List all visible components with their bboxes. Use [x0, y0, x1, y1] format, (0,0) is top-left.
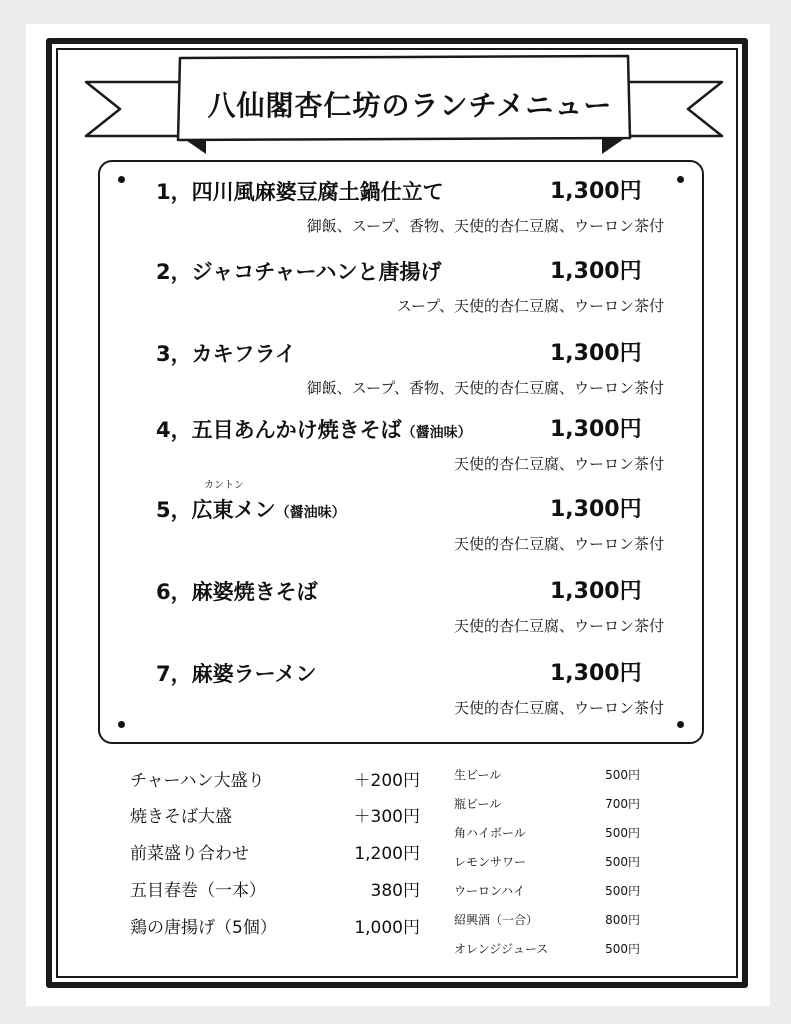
- drink-price: 700円: [605, 797, 640, 811]
- drink-price: 500円: [605, 826, 640, 840]
- item-price: 1,300円: [550, 259, 642, 284]
- drink-name: レモンサワー: [454, 855, 527, 869]
- extra-name: 前菜盛り合わせ: [130, 844, 249, 864]
- extra-item: [130, 913, 420, 941]
- item-price: 1,300円: [550, 179, 642, 204]
- drink-item: [454, 853, 640, 875]
- item-price: 1,300円: [550, 497, 642, 522]
- item-sides: 天使的杏仁豆腐、ウーロン茶付: [453, 455, 664, 473]
- menu-title: 八仙閣杏仁坊のランチメニュー: [207, 89, 613, 122]
- drink-item: [454, 911, 640, 933]
- lunch-item: [100, 416, 702, 488]
- item-note: （醤油味）: [275, 505, 346, 521]
- extra-name: 五目春巻（一本）: [130, 881, 266, 901]
- item-sides: 御飯、スープ、香物、天使的杏仁豆腐、ウーロン茶付: [306, 217, 664, 235]
- lunch-item: [100, 578, 702, 650]
- item-name: 1，四川風麻婆豆腐土鍋仕立て: [156, 180, 444, 204]
- drink-name: ウーロンハイ: [454, 884, 526, 898]
- drink-name: オレンジジュース: [454, 942, 549, 956]
- item-price: 1,300円: [550, 341, 642, 366]
- item-price: 1,300円: [550, 579, 642, 604]
- lunch-item: [100, 340, 702, 412]
- extra-price: ＋200円: [353, 771, 420, 791]
- item-sides: スープ、天使的杏仁豆腐、ウーロン茶付: [396, 297, 664, 315]
- drink-name: 瓶ビール: [454, 797, 502, 811]
- extra-item: [130, 766, 420, 794]
- drink-name: 角ハイボール: [454, 826, 526, 840]
- extra-item: [130, 839, 420, 867]
- drink-price: 800円: [605, 913, 640, 927]
- extra-name: 鶏の唐揚げ（5個）: [130, 918, 277, 938]
- item-name: 5，広東メン: [156, 498, 276, 522]
- drink-item: [454, 940, 640, 962]
- lunch-item: [100, 258, 702, 330]
- item-note: （醤油味）: [401, 425, 472, 441]
- drink-price: 500円: [605, 884, 640, 898]
- drink-price: 500円: [605, 855, 640, 869]
- item-sides: 天使的杏仁豆腐、ウーロン茶付: [453, 535, 664, 553]
- item-name: 4，五目あんかけ焼きそば: [156, 418, 402, 442]
- extra-price: 1,200円: [354, 844, 420, 864]
- item-sides: 御飯、スープ、香物、天使的杏仁豆腐、ウーロン茶付: [306, 379, 664, 397]
- lunch-item: [100, 480, 702, 568]
- item-price: 1,300円: [550, 661, 642, 686]
- lunch-item: [100, 660, 702, 732]
- item-name: 6，麻婆焼きそば: [156, 580, 318, 604]
- menu-sheet: [26, 24, 770, 1006]
- lunch-menu-box: [98, 160, 704, 744]
- drink-price: 500円: [605, 768, 640, 782]
- item-price: 1,300円: [550, 417, 642, 442]
- extra-item: [130, 876, 420, 904]
- item-name: 7，麻婆ラーメン: [156, 662, 317, 686]
- extra-name: 焼きそば大盛: [130, 807, 232, 827]
- drink-name: 生ビール: [454, 768, 502, 782]
- drink-name: 紹興酒（一合）: [454, 913, 539, 927]
- extra-price: ＋300円: [353, 807, 420, 827]
- item-ruby: カントン: [204, 480, 244, 491]
- drink-item: [454, 882, 640, 904]
- extra-price: 380円: [370, 881, 420, 901]
- lunch-item: [100, 178, 702, 250]
- drink-price: 500円: [605, 942, 640, 956]
- drink-item: [454, 824, 640, 846]
- item-name: 3，カキフライ: [156, 342, 296, 366]
- item-name: 2，ジャコチャーハンと唐揚げ: [156, 260, 442, 284]
- drink-item: [454, 795, 640, 817]
- drink-item: [454, 766, 640, 788]
- extra-item: [130, 802, 420, 830]
- extra-price: 1,000円: [354, 918, 420, 938]
- extra-name: チャーハン大盛り: [130, 771, 265, 791]
- item-sides: 天使的杏仁豆腐、ウーロン茶付: [453, 617, 664, 635]
- item-sides: 天使的杏仁豆腐、ウーロン茶付: [453, 699, 664, 717]
